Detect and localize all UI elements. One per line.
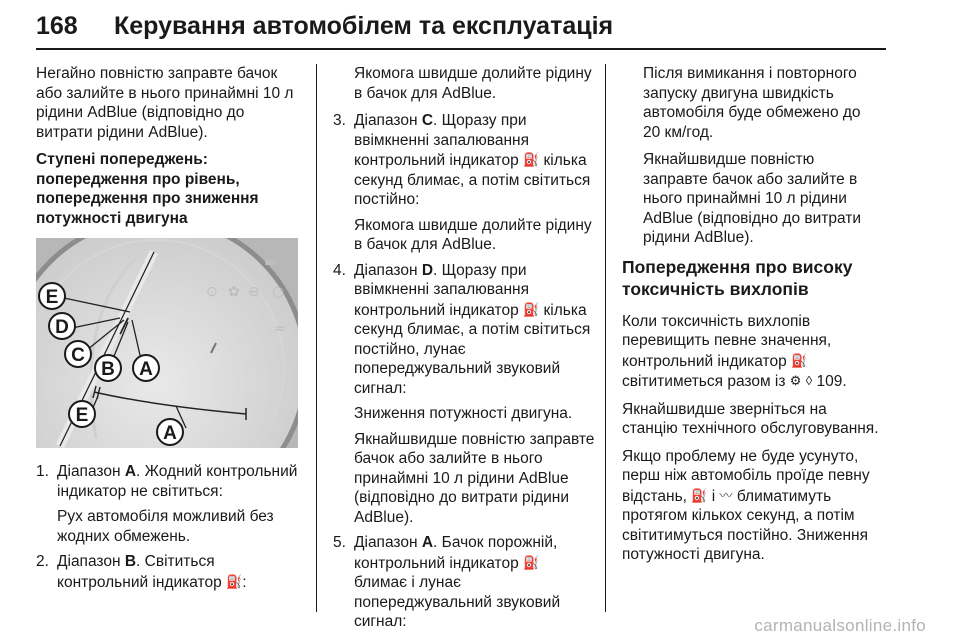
column-1 — [36, 64, 300, 598]
list-item: 3. Діапазон C. Щоразу при ввімкненні запалювання контрольний індикатор ⛽ кілька секунд блимає, а потім світиться постійно: Якомога швидше долийте рідину в бачок для AdBlue. — [333, 111, 595, 255]
column-3 — [622, 64, 882, 573]
header-rule — [36, 48, 886, 50]
adblue-indicator-icon: ⛽ — [523, 152, 540, 167]
list-item: 5. Діапазон A. Бачок порожній, контрольний індикатор ⛽ блимає і лунає попереджувальний звуковий сигнал: — [333, 534, 561, 630]
list-number: 3. — [333, 112, 346, 129]
svg-text:▬: ▬ — [264, 254, 278, 270]
range-letter: C — [421, 112, 434, 129]
adblue-indicator-icon: ⛽ — [226, 573, 243, 589]
adblue-indicator-icon: ⛽ — [691, 487, 708, 503]
label-b: B — [101, 359, 115, 380]
list-item: 4. Діапазон D. Щоразу при ввімкненні запалювання контрольний індикатор ⛽ кілька секунд блимає, а потім світиться постійно, лунає попереджувальний звуковий сигнал: Зниження потужності двигуна. Якнайшвидше повністю заправте бачок або залийте в нього принаймні 10 л рідини AdBlue (відповідно до витрати рідини AdBlue). — [333, 261, 595, 526]
page-reference[interactable]: 109 — [816, 373, 843, 390]
warning-stages-subheading: Ступені попереджень: попередження про рівень, попередження про зниження потужності двигуна — [36, 151, 259, 227]
page-number: 168 — [36, 12, 78, 40]
list-number: 5. — [333, 534, 346, 551]
list-number: 2. — [36, 553, 49, 570]
paragraph: Якнайшвидше повністю заправте бачок або залийте в нього принаймні 10 л рідини AdBlue (відповідно до витрати рідини AdBlue). — [643, 151, 862, 246]
column-divider-1 — [316, 64, 317, 612]
label-e-scale: E — [75, 405, 89, 426]
paragraph: Якщо проблему не буде усунуто, перш ніж автомобіль проїде певну відстань, ⛽ і 〰 блиматимуть протягом кількох секунд, а потім світитимуться постійно. Зниження потужності двигуна. — [622, 447, 870, 563]
svg-text:○: ○ — [272, 284, 285, 300]
watermark: carmanualsonline.info — [754, 616, 926, 635]
label-a: A — [139, 359, 153, 380]
label-a-scale: A — [163, 423, 177, 444]
engine-check-icon: ⚙ — [789, 373, 802, 388]
adblue-indicator-icon: ⛽ — [523, 301, 540, 317]
range-letter: A — [421, 534, 434, 551]
adblue-gauge-figure — [36, 238, 298, 448]
svg-text:⊙: ⊙ — [206, 284, 218, 300]
chapter-title: Керування автомобілем та експлуатація — [114, 12, 614, 40]
section-heading: Попередження про високу токсичність вихлопів — [622, 256, 853, 299]
glow-plug-icon: 〰 — [719, 487, 733, 503]
page-header — [36, 0, 886, 50]
svg-text:≈: ≈ — [274, 321, 286, 337]
range-letter: B — [124, 553, 137, 570]
label-c: C — [71, 345, 85, 366]
list-item: 1. Діапазон A. Жодний контрольний індикатор не світиться: Рух автомобіля можливий без жодних обмежень. — [36, 462, 300, 546]
label-d: D — [55, 317, 69, 338]
svg-text:✿: ✿ — [228, 284, 240, 300]
list-note: Зниження потужності двигуна. — [354, 405, 573, 422]
label-e: E — [45, 287, 59, 308]
intro-paragraph: Негайно повністю заправте бачок або залийте в нього принаймні 10 л рідини AdBlue (відповідно до витрати рідини AdBlue). — [36, 65, 294, 141]
adblue-indicator-icon: ⛽ — [791, 352, 808, 368]
list-note: Якомога швидше долийте рідину в бачок для AdBlue. — [354, 216, 592, 253]
svg-text:⊖: ⊖ — [248, 284, 260, 300]
list-item: 2. Діапазон B. Світиться контрольний індикатор ⛽: — [36, 553, 247, 591]
paragraph: Коли токсичність вихлопів перевищить певне значення, контрольний індикатор ⛽ світитиметься разом із ⚙ ◊ 109. — [622, 312, 847, 390]
column-divider-2 — [605, 64, 606, 612]
gauge-illustration — [36, 238, 298, 448]
paragraph: Якнайшвидше зверніться на станцію технічного обслуговування. — [622, 400, 879, 437]
list-note: Якнайшвидше повністю заправте бачок або залийте в нього принаймні 10 л рідини AdBlue (відповідно до витрати рідини AdBlue). — [354, 430, 595, 526]
range-letter: A — [124, 463, 137, 480]
column-2 — [333, 64, 595, 638]
page-reference-icon: ◊ — [805, 373, 813, 388]
list-number: 4. — [333, 261, 346, 279]
paragraph: Якомога швидше долийте рідину в бачок для AdBlue. — [354, 65, 592, 102]
paragraph: Після вимикання і повторного запуску двигуна швидкість автомобіля буде обмежено до 20 км/год. — [643, 65, 861, 141]
list-number: 1. — [36, 463, 49, 480]
list-note: Рух автомобіля можливий без жодних обмежень. — [57, 508, 274, 545]
adblue-indicator-icon: ⛽ — [523, 554, 540, 570]
range-letter: D — [421, 261, 434, 279]
